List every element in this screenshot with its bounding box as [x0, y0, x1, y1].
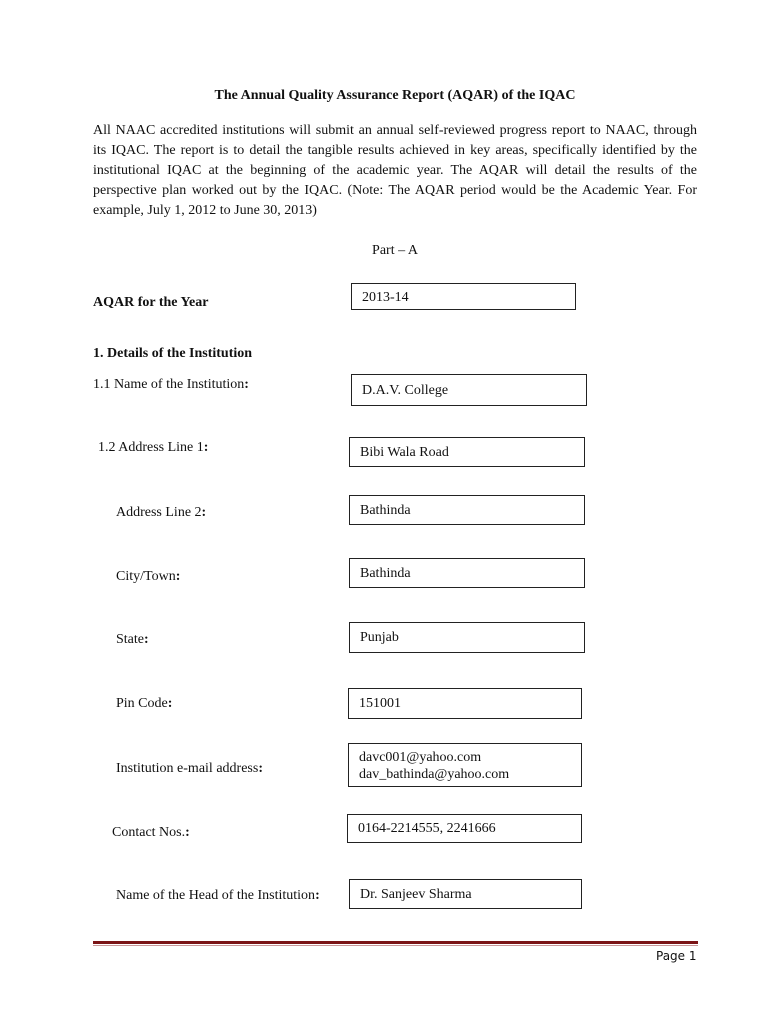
city-field[interactable]	[349, 558, 585, 588]
contact-label: Contact Nos.:	[112, 825, 190, 840]
email-field[interactable]	[348, 743, 582, 787]
aqar-year-value: 2013-14	[362, 290, 409, 305]
institution-name-label: 1.1 Name of the Institution:	[93, 377, 249, 392]
intro-paragraph: All NAAC accredited institutions will submit an annual self-reviewed progress report to NAAC, through its IQAC. The report is to detail the tangible results achieved in key areas, specifically identified by the institutional IQAC at the beginning of the academic year. The AQAR will detail the results of the perspective plan worked out by the IQAC. (Note: The AQAR period would be the Academic Year. For example, July 1, 2012 to June 30, 2013)	[93, 123, 697, 218]
email-value-secondary: dav_bathinda@yahoo.com	[359, 767, 510, 782]
section1-heading: 1. Details of the Institution	[93, 346, 253, 361]
address-line1-label: 1.2 Address Line 1:	[98, 440, 209, 455]
state-field[interactable]	[349, 622, 585, 653]
state-value: Punjab	[360, 630, 399, 645]
pin-code-field[interactable]	[348, 688, 582, 719]
address-line1-field[interactable]	[349, 437, 585, 467]
footer-divider-shadow	[93, 945, 698, 946]
address-line2-label: Address Line 2:	[116, 505, 207, 520]
head-label: Name of the Head of the Institution:	[116, 888, 320, 903]
footer-divider	[93, 941, 698, 944]
email-value-primary: davc001@yahoo.com	[359, 750, 482, 765]
aqar-year-label: AQAR for the Year	[93, 295, 209, 310]
contact-value: 0164-2214555, 2241666	[358, 821, 496, 836]
pin-code-value: 151001	[359, 696, 401, 711]
head-field[interactable]	[349, 879, 582, 909]
pin-code-label: Pin Code:	[116, 696, 173, 711]
part-label: Part – A	[372, 243, 418, 258]
institution-name-value: D.A.V. College	[362, 383, 449, 398]
contact-field[interactable]	[347, 814, 582, 843]
report-title: The Annual Quality Assurance Report (AQAR) of the IQAC	[214, 88, 576, 103]
address-line2-field[interactable]	[349, 495, 585, 525]
address-line2-value: Bathinda	[360, 503, 411, 518]
head-value: Dr. Sanjeev Sharma	[360, 887, 472, 902]
institution-name-field[interactable]	[351, 374, 587, 406]
state-label: State:	[116, 632, 149, 647]
address-line1-value: Bibi Wala Road	[360, 445, 449, 460]
city-value: Bathinda	[360, 566, 411, 581]
aqar-year-field[interactable]	[351, 283, 576, 310]
email-label: Institution e-mail address:	[116, 761, 263, 776]
city-label: City/Town:	[116, 569, 181, 584]
page-number: Page 1	[656, 949, 697, 963]
